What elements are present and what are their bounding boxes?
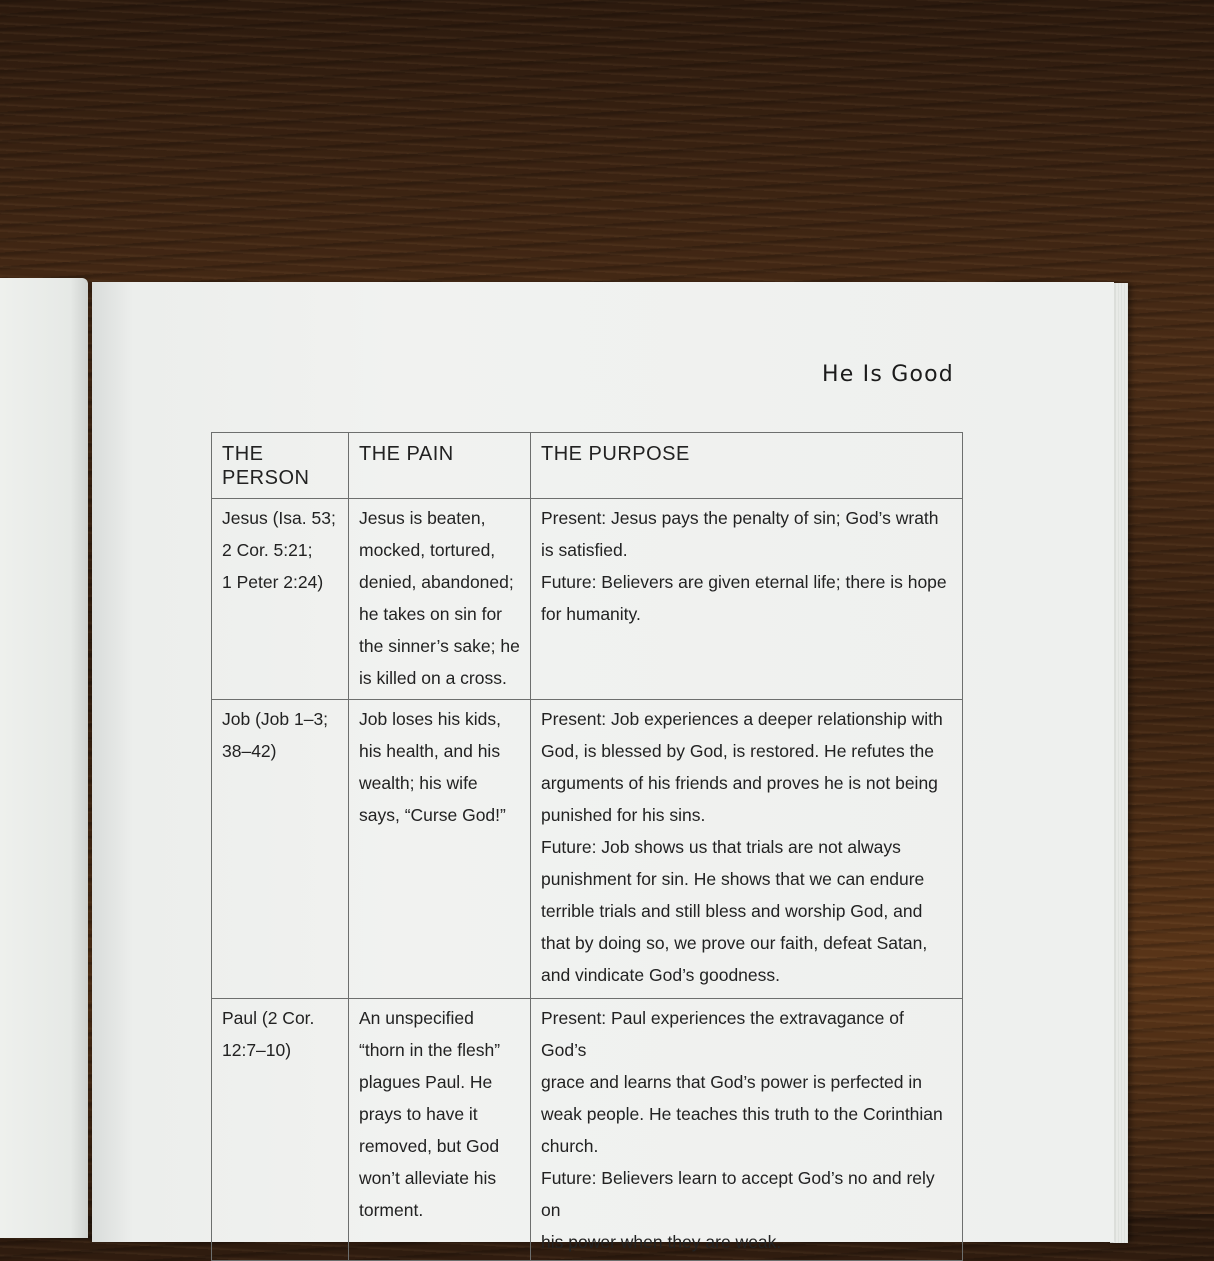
- running-head: He Is Good: [822, 362, 954, 387]
- cell-pain: Job loses his kids, his health, and his wealth; his wife says, “Curse God!”: [349, 700, 531, 999]
- left-page: [0, 278, 88, 1238]
- cell-purpose: Present: Job experiences a deeper relationship with God, is blessed by God, is restored. He refutes the arguments of his friends and proves he is not being punished for his sins. Future: Job shows us that trials are not always punishment for sin. He shows that we can endure terrible trials and still bless and worship God, and that by doing so, we prove our faith, defeat Satan, and vindicate God’s goodness.: [531, 700, 963, 999]
- table-row: [212, 700, 963, 999]
- cell-pain: Jesus is beaten, mocked, tortured, denied, abandoned; he takes on sin for the sinner’s sake; he is killed on a cross.: [349, 499, 531, 700]
- table-row: [212, 999, 963, 1261]
- header-pain: THE PAIN: [349, 433, 531, 499]
- cell-person: Job (Job 1–3; 38–42): [212, 700, 349, 999]
- table-header-row: [212, 433, 963, 499]
- table-row: [212, 499, 963, 700]
- cell-person: Jesus (Isa. 53; 2 Cor. 5:21; 1 Peter 2:24): [212, 499, 349, 700]
- header-person: THE PERSON: [212, 433, 349, 499]
- person-pain-purpose-table: [211, 432, 963, 1261]
- cell-purpose: Present: Paul experiences the extravagance of God’s grace and learns that God’s power is perfected in weak people. He teaches this truth to the Corinthian church. Future: Believers learn to accept God’s no and rely on his power when they are weak.: [531, 999, 963, 1261]
- cell-person: Paul (2 Cor. 12:7–10): [212, 999, 349, 1261]
- cell-purpose: Present: Jesus pays the penalty of sin; God’s wrath is satisfied. Future: Believers are given eternal life; there is hope for humanity.: [531, 499, 963, 700]
- header-purpose: THE PURPOSE: [531, 433, 963, 499]
- cell-pain: An unspecified “thorn in the flesh” plagues Paul. He prays to have it removed, but God won’t alleviate his torment.: [349, 999, 531, 1261]
